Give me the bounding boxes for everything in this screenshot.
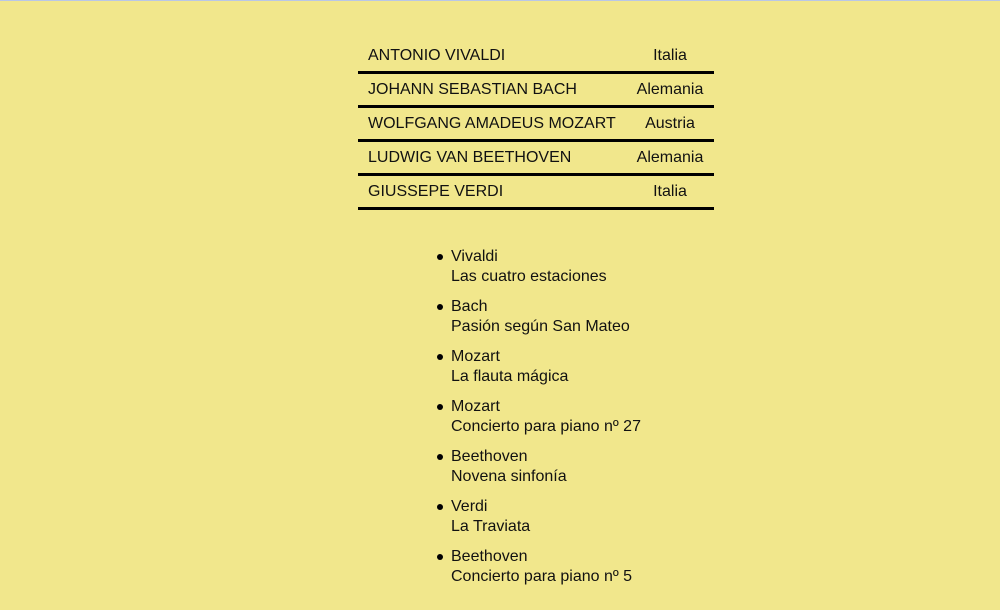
top-border [0,0,1000,1]
work-author: Bach [451,298,488,315]
composer-name: JOHANN SEBASTIAN BACH [358,73,626,107]
composer-country: Alemania [626,73,714,107]
work-title: Las cuatro estaciones [451,268,607,285]
list-item [451,247,641,287]
work-title: La Traviata [451,518,531,535]
composer-name: GIUSSEPE VERDI [358,175,626,209]
table-row [358,141,714,175]
composer-name: LUDWIG VAN BEETHOVEN [358,141,626,175]
composer-name: ANTONIO VIVALDI [358,40,626,73]
composer-country: Austria [626,107,714,141]
table-row [358,175,714,209]
composers-table [358,40,714,210]
table-row [358,40,714,73]
work-title: Pasión según San Mateo [451,318,630,335]
work-author: Vivaldi [451,248,498,265]
work-title: Novena sinfonía [451,468,567,485]
work-author: Beethoven [451,448,528,465]
list-item [451,347,641,387]
composer-country: Italia [626,40,714,73]
work-title: La flauta mágica [451,368,569,385]
list-item [451,297,641,337]
work-author: Beethoven [451,548,528,565]
works-list [451,247,641,597]
work-author: Mozart [451,348,500,365]
work-title: Concierto para piano nº 27 [451,418,641,435]
table-row [358,73,714,107]
work-author: Verdi [451,498,488,515]
work-title: Concierto para piano nº 5 [451,568,633,585]
list-item [451,397,641,437]
work-author: Mozart [451,398,500,415]
list-item [451,547,641,587]
composer-country: Italia [626,175,714,209]
composer-name: WOLFGANG AMADEUS MOZART [358,107,626,141]
list-item [451,497,641,537]
list-item [451,447,641,487]
composer-country: Alemania [626,141,714,175]
table-row [358,107,714,141]
